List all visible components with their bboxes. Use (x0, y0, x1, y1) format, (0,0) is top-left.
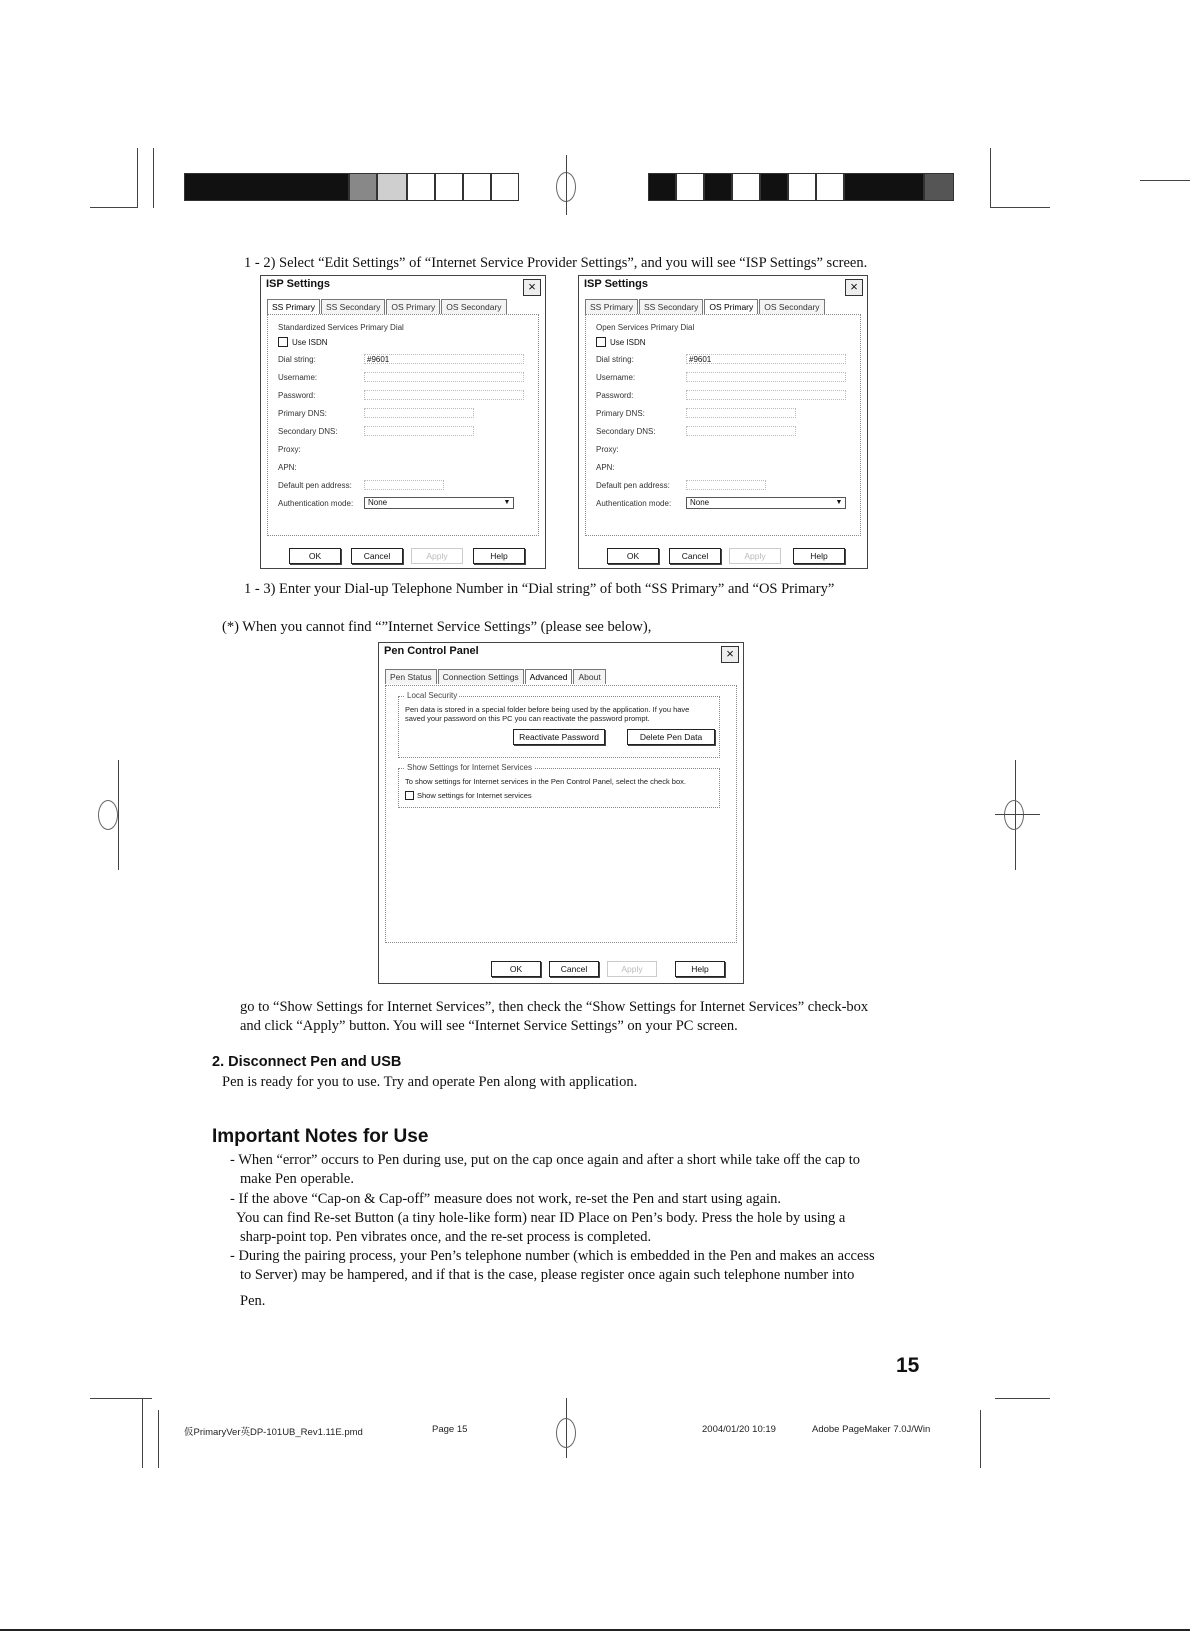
bottom-edge-line (0, 1629, 1190, 1631)
crop-mark (990, 207, 1050, 208)
pen-control-panel-dialog (378, 642, 744, 984)
proxy-label: Proxy: (278, 445, 301, 454)
cancel-button[interactable]: Cancel (549, 961, 599, 977)
show-settings-group (398, 763, 720, 808)
section-2-title: 2. Disconnect Pen and USB (212, 1054, 402, 1070)
tab-os-primary[interactable]: OS Primary (386, 299, 440, 314)
auth-mode-select[interactable] (686, 497, 846, 509)
cancel-button[interactable]: Cancel (351, 548, 403, 564)
note-item: to Server) may be hampered, and if that is the case, please register once again such telephone number into (240, 1267, 855, 1283)
close-icon[interactable]: × (721, 646, 739, 663)
secondary-dns-label: Secondary DNS: (596, 427, 656, 436)
tab-advanced[interactable]: Advanced (525, 669, 573, 684)
chevron-down-icon: ▼ (835, 499, 843, 506)
note-item: make Pen operable. (240, 1171, 354, 1187)
reactivate-password-button[interactable]: Reactivate Password (513, 729, 605, 745)
local-security-group (398, 691, 720, 758)
registration-mark-line (566, 155, 567, 215)
password-label: Password: (596, 391, 634, 400)
crop-mark (158, 1410, 159, 1468)
note-continuation-text: and click “Apply” button. You will see “Internet Service Settings” on your PC screen. (240, 1018, 738, 1034)
auth-mode-value: None (690, 498, 710, 507)
ok-button[interactable]: OK (491, 961, 541, 977)
footer-date: 2004/01/20 10:19 (702, 1424, 776, 1435)
secondary-dns-input[interactable] (686, 426, 796, 436)
tab-ss-secondary[interactable]: SS Secondary (639, 299, 703, 314)
primary-dns-input[interactable] (686, 408, 796, 418)
footer-app: Adobe PageMaker 7.0J/Win (812, 1424, 931, 1435)
apn-label: APN: (596, 463, 615, 472)
color-bar-left (184, 173, 519, 201)
tab-ss-primary[interactable]: SS Primary (267, 299, 320, 314)
apn-label: APN: (278, 463, 297, 472)
dialog-title: ISP Settings (584, 278, 648, 290)
footer-page: Page 15 (432, 1424, 468, 1435)
secondary-dns-input[interactable] (364, 426, 474, 436)
primary-dns-input[interactable] (364, 408, 474, 418)
password-input[interactable] (364, 390, 524, 400)
close-icon[interactable]: × (845, 279, 863, 296)
ok-button[interactable]: OK (607, 548, 659, 564)
registration-mark (556, 1418, 576, 1448)
tab-panel (585, 314, 861, 536)
important-notes-title: Important Notes for Use (212, 1126, 429, 1147)
proxy-label: Proxy: (596, 445, 619, 454)
default-pen-address-input[interactable] (364, 480, 444, 490)
crop-mark (142, 1398, 143, 1468)
tab-os-secondary[interactable]: OS Secondary (759, 299, 824, 314)
auth-mode-label: Authentication mode: (596, 499, 672, 508)
username-input[interactable] (686, 372, 846, 382)
primary-dns-label: Primary DNS: (278, 409, 327, 418)
dialog-title: ISP Settings (266, 278, 330, 290)
auth-mode-value: None (368, 498, 388, 507)
help-button[interactable]: Help (473, 548, 525, 564)
isp-settings-dialog-ss (260, 275, 546, 569)
auth-mode-select[interactable] (364, 497, 514, 509)
use-isdn-label: Use ISDN (610, 338, 646, 347)
isp-settings-dialog-os (578, 275, 868, 569)
local-security-text: saved your password on this PC you can reactivate the password prompt. (405, 714, 650, 723)
tab-os-secondary[interactable]: OS Secondary (441, 299, 506, 314)
note-intro-text: (*) When you cannot find “”Internet Service Settings” (please see below), (222, 619, 652, 635)
side-registration-mark (98, 800, 118, 830)
note-item: - When “error” occurs to Pen during use, put on the cap once again and after a short while take off the cap to (230, 1152, 860, 1168)
show-settings-checkbox-label: Show settings for Internet services (417, 791, 532, 800)
tab-ss-primary[interactable]: SS Primary (585, 299, 638, 314)
step-1-2-text: 1 - 2) Select “Edit Settings” of “Internet Service Provider Settings”, and you will see “ISP Settings” screen. (244, 255, 868, 271)
crop-mark (137, 148, 138, 208)
note-item: sharp-point top. Pen vibrates once, and the re-set process is completed. (240, 1229, 652, 1245)
password-input[interactable] (686, 390, 846, 400)
note-item: Pen. (240, 1293, 266, 1309)
note-item: - If the above “Cap-on & Cap-off” measure does not work, re-set the Pen and start using again. (230, 1191, 781, 1207)
default-pen-address-input[interactable] (686, 480, 766, 490)
note-item: You can find Re-set Button (a tiny hole-like form) near ID Place on Pen’s body. Press the hole by using a (236, 1210, 846, 1226)
dial-string-input[interactable]: #9601 (364, 354, 524, 364)
local-security-text: Pen data is stored in a special folder before being used by the application. If you have (405, 705, 690, 714)
show-settings-checkbox[interactable] (405, 791, 414, 800)
username-label: Username: (278, 373, 318, 382)
color-bar-right (648, 173, 954, 201)
crop-mark (990, 148, 991, 208)
tab-bar (267, 299, 508, 314)
tab-bar (585, 299, 826, 314)
section-2-text: Pen is ready for you to use. Try and operate Pen along with application. (222, 1074, 638, 1090)
show-settings-title: Show Settings for Internet Services (407, 763, 532, 772)
tab-panel (267, 314, 539, 536)
group-title: Open Services Primary Dial (596, 323, 695, 332)
tab-bar (385, 669, 607, 684)
tab-connection-settings[interactable]: Connection Settings (438, 669, 524, 684)
tab-os-primary[interactable]: OS Primary (704, 299, 758, 314)
help-button[interactable]: Help (675, 961, 725, 977)
footer-file-name: 仮PrimaryVer英DP-101UB_Rev1.11E.pmd (184, 1427, 363, 1438)
primary-dns-label: Primary DNS: (596, 409, 645, 418)
password-label: Password: (278, 391, 316, 400)
crop-mark (1140, 180, 1190, 181)
help-button[interactable]: Help (793, 548, 845, 564)
tab-ss-secondary[interactable]: SS Secondary (321, 299, 385, 314)
side-mark (995, 814, 1040, 815)
dial-string-label: Dial string: (278, 355, 316, 364)
apply-button[interactable]: Apply (411, 548, 463, 564)
tab-panel (385, 685, 737, 943)
secondary-dns-label: Secondary DNS: (278, 427, 338, 436)
use-isdn-checkbox[interactable] (278, 337, 288, 347)
apply-button[interactable]: Apply (607, 961, 657, 977)
note-item: - During the pairing process, your Pen’s telephone number (which is embedded in the Pen and makes an access (230, 1248, 875, 1264)
tab-pen-status[interactable]: Pen Status (385, 669, 437, 684)
delete-pen-data-button[interactable]: Delete Pen Data (627, 729, 715, 745)
page-number: 15 (896, 1354, 920, 1377)
side-registration-mark (1004, 800, 1024, 830)
local-security-title: Local Security (407, 691, 458, 700)
use-isdn-label: Use ISDN (292, 338, 328, 347)
crop-mark (90, 207, 137, 208)
dialog-title: Pen Control Panel (384, 645, 479, 657)
chevron-down-icon: ▼ (503, 499, 511, 506)
auth-mode-label: Authentication mode: (278, 499, 354, 508)
crop-mark (980, 1410, 981, 1468)
default-pen-address-label: Default pen address: (596, 481, 670, 490)
dial-string-input[interactable]: #9601 (686, 354, 846, 364)
username-label: Username: (596, 373, 636, 382)
username-input[interactable] (364, 372, 524, 382)
note-continuation-text: go to “Show Settings for Internet Services”, then check the “Show Settings for Internet Services” check-box (240, 999, 869, 1015)
group-title: Standardized Services Primary Dial (278, 323, 404, 332)
dial-string-label: Dial string: (596, 355, 634, 364)
close-icon[interactable]: × (523, 279, 541, 296)
crop-mark (995, 1398, 1050, 1399)
default-pen-address-label: Default pen address: (278, 481, 352, 490)
step-1-3-text: 1 - 3) Enter your Dial-up Telephone Number in “Dial string” of both “SS Primary” and “OS Primary” (244, 581, 835, 597)
side-mark (118, 760, 119, 870)
cancel-button[interactable]: Cancel (669, 548, 721, 564)
use-isdn-checkbox[interactable] (596, 337, 606, 347)
show-settings-text: To show settings for Internet services in the Pen Control Panel, select the check box. (405, 777, 686, 786)
ok-button[interactable]: OK (289, 548, 341, 564)
tab-about[interactable]: About (573, 669, 605, 684)
crop-mark (153, 148, 154, 208)
apply-button[interactable]: Apply (729, 548, 781, 564)
